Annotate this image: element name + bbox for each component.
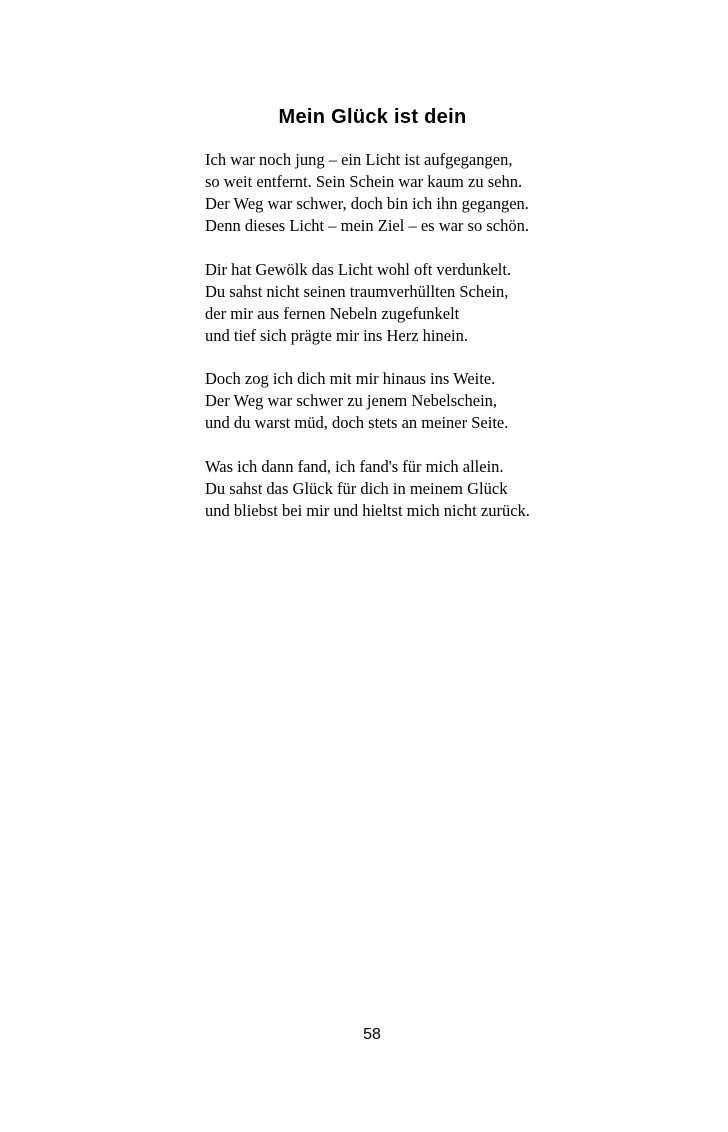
poem-line: Doch zog ich dich mit mir hinaus ins Weite. xyxy=(205,369,496,388)
stanza-3 xyxy=(205,368,605,434)
stanza-1 xyxy=(205,149,605,237)
poem-line: Was ich dann fand, ich fand's für mich allein. xyxy=(205,457,504,476)
poem-line: Denn dieses Licht – mein Ziel – es war so schön. xyxy=(205,216,529,235)
poem-title: Mein Glück ist dein xyxy=(278,106,467,128)
poem-line: der mir aus fernen Nebeln zugefunkelt xyxy=(205,304,460,323)
poem-line: und du warst müd, doch stets an meiner Seite. xyxy=(205,413,509,432)
poem-line: und bliebst bei mir und hieltst mich nicht zurück. xyxy=(205,501,530,520)
poem-line: Ich war noch jung – ein Licht ist aufgegangen, xyxy=(205,150,513,169)
poem-line: Der Weg war schwer zu jenem Nebelschein, xyxy=(205,391,498,410)
stanza-4 xyxy=(205,456,605,522)
page-number: 58 xyxy=(363,1026,381,1043)
poem-line: und tief sich prägte mir ins Herz hinein. xyxy=(205,326,469,345)
stanza-2 xyxy=(205,259,605,347)
poem-line: Dir hat Gewölk das Licht wohl oft verdunkelt. xyxy=(205,260,512,279)
poem-line: Du sahst nicht seinen traumverhüllten Schein, xyxy=(205,282,509,301)
poem-line: so weit entfernt. Sein Schein war kaum zu sehn. xyxy=(205,172,523,191)
poem-line: Du sahst das Glück für dich in meinem Glück xyxy=(205,479,508,498)
poem-body xyxy=(205,149,605,544)
poem-line: Der Weg war schwer, doch bin ich ihn gegangen. xyxy=(205,194,529,213)
